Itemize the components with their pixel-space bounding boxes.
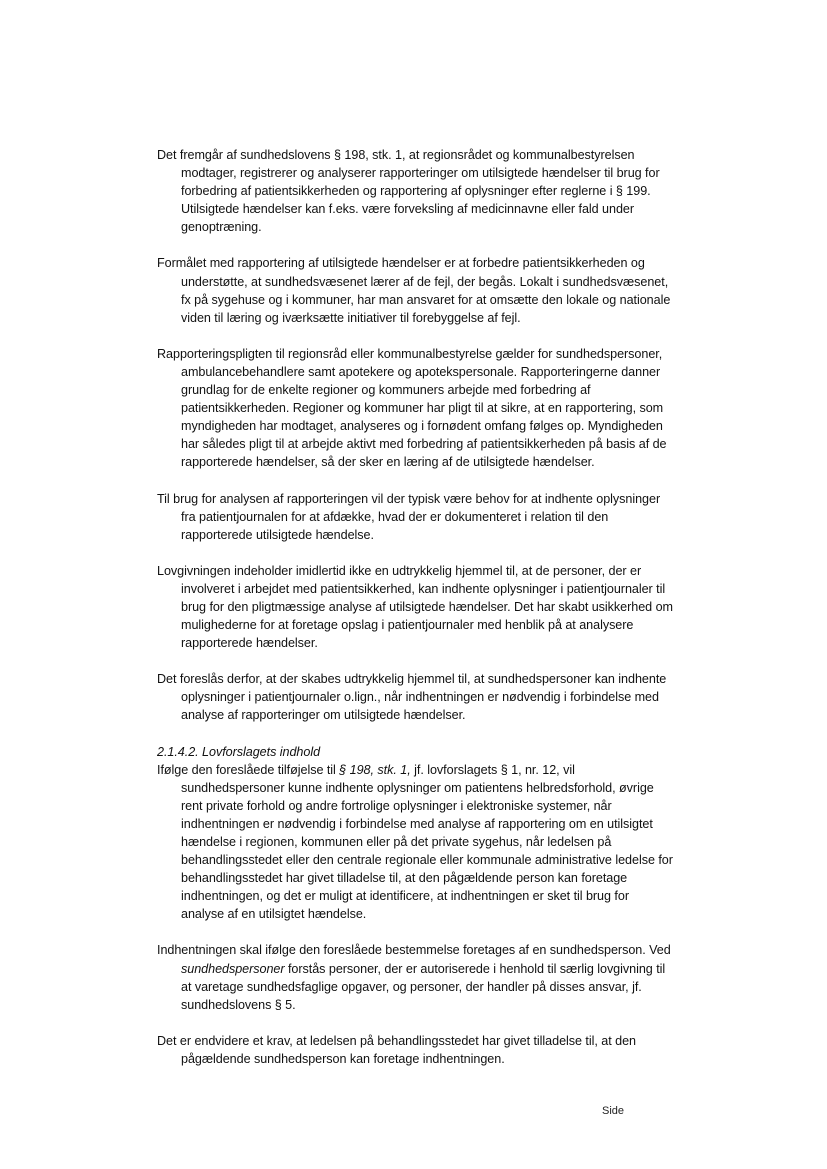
paragraph-1: Det fremgår af sundhedslovens § 198, stk. 1, at regionsrådet og kommunalbestyrelsen modtager, registrerer og analyserer rapporteringer om utilsigtede hændelser til brug for forbedring af patientsikkerheden og rapportering af oplysninger efter reglerne i § 199. Utilsigtede hændelser kan f.eks. være forveksling af medicinnavne eller fald under genoptræning. [157, 148, 660, 235]
paragraph-7-rest: jf. lovforslagets § 1, nr. 12, vil sundhedspersoner kunne indhente oplysninger om patientens helbredsforhold, øvrige rent private forhold og andre fortrolige oplysninger i elektroniske systemer, når indhentningen er nødvendig i forbindelse med analyse af rapportering om en utilsigtet hændelse i regionen, kommunen eller på det private sygehus, når ledelsen på behandlingsstedet eller den centrale regionale eller kommunale administrative ledelse for behandlingsstedet har givet tilladelse til, at den pågældende person kan foretage indhentningen, og det er muligt at identificere, at indhentningen er sket til brug for analyse af en utilsigtet hændelse. [181, 762, 673, 922]
paragraph-6: Det foreslås derfor, at der skabes udtrykkelig hjemmel til, at sundhedspersoner kan indhente oplysninger i patientjournaler o.lign., når indhentningen er nødvendig i forbindelse med analyse af rapporteringer om utilsigtede hændelser. [157, 672, 667, 723]
paragraph-8-term: sundhedspersoner [181, 961, 285, 976]
paragraph-8-lead: Indhentningen skal ifølge den foreslåede bestemmelse foretages af en sundhedsperson. Ved [157, 943, 671, 958]
paragraph-9: Det er endvidere et krav, at ledelsen på behandlingsstedet har givet tilladelse til, at den pågældende sundhedsperson kan foretage indhentningen. [157, 1033, 636, 1066]
paragraph-7-comma: , [407, 762, 411, 777]
paragraph-8 [157, 941, 675, 1013]
paragraph-2: Formålet med rapportering af utilsigtede hændelser er at forbedre patientsikkerheden og understøtte, at sundhedsvæsenet lærer af de fejl, der begås. Lokalt i sundhedsvæsenet, fx på sygehuse og i kommuner, har man ansvaret for at omsætte den lokale og nationale viden til læring og iværksætte initiativer til forebyggelse af fejl. [157, 256, 671, 325]
paragraph-5: Lovgivningen indeholder imidlertid ikke en udtrykkelig hjemmel til, at de personer, der er involveret i arbejdet med patientsikkerhed, kan indhente oplysninger i patientjournaler til brug for den pligtmæssige analyse af utilsigtede hændelser. Det har skabt usikkerhed om mulighederne for at foretage opslag i patientjournaler med henblik på at analysere rapporterede hændelser. [157, 563, 673, 651]
paragraph-8-rest: forstås personer, der er autoriserede i henhold til særlig lovgivning til at varetage sundhedsfaglige opgaver, og personer, der handler på disses ansvar, jf. sundhedslovens § 5. [181, 961, 666, 1012]
paragraph-3: Rapporteringspligten til regionsråd eller kommunalbestyrelse gælder for sundhedspersoner, ambulancebehandlere samt apotekere og apotekspersonale. Rapporteringerne danner grundlag for de enkelte regioner og kommuners arbejde med forbedring af patientsikkerheden. Regioner og kommuner har pligt til at sikre, at en rapportering, som myndigheden har modtaget, analyseres og i fornødent omfang følges op. Myndigheden har således pligt til at arbejde aktivt med forbedring af patientsikkerheden på basis af de rapporterede hændelser, så der sker en læring af de utilsigtede hændelser. [157, 346, 667, 470]
paragraph-7-lead: Ifølge den foreslåede tilføjelse til [157, 762, 340, 777]
document-body [157, 146, 675, 1068]
page-footer-label: Side [602, 1105, 625, 1117]
paragraph-7 [157, 761, 675, 924]
paragraph-7-reference: § 198, stk. 1 [339, 762, 408, 777]
paragraph-4: Til brug for analysen af rapporteringen vil der typisk være behov for at indhente oplysninger fra patientjournalen for at afdække, hvad der er dokumenteret i relation til den rapporterede utilsigtede hændelse. [157, 491, 661, 542]
section-heading: 2.1.4.2. Lovforslagets indhold [157, 744, 321, 759]
